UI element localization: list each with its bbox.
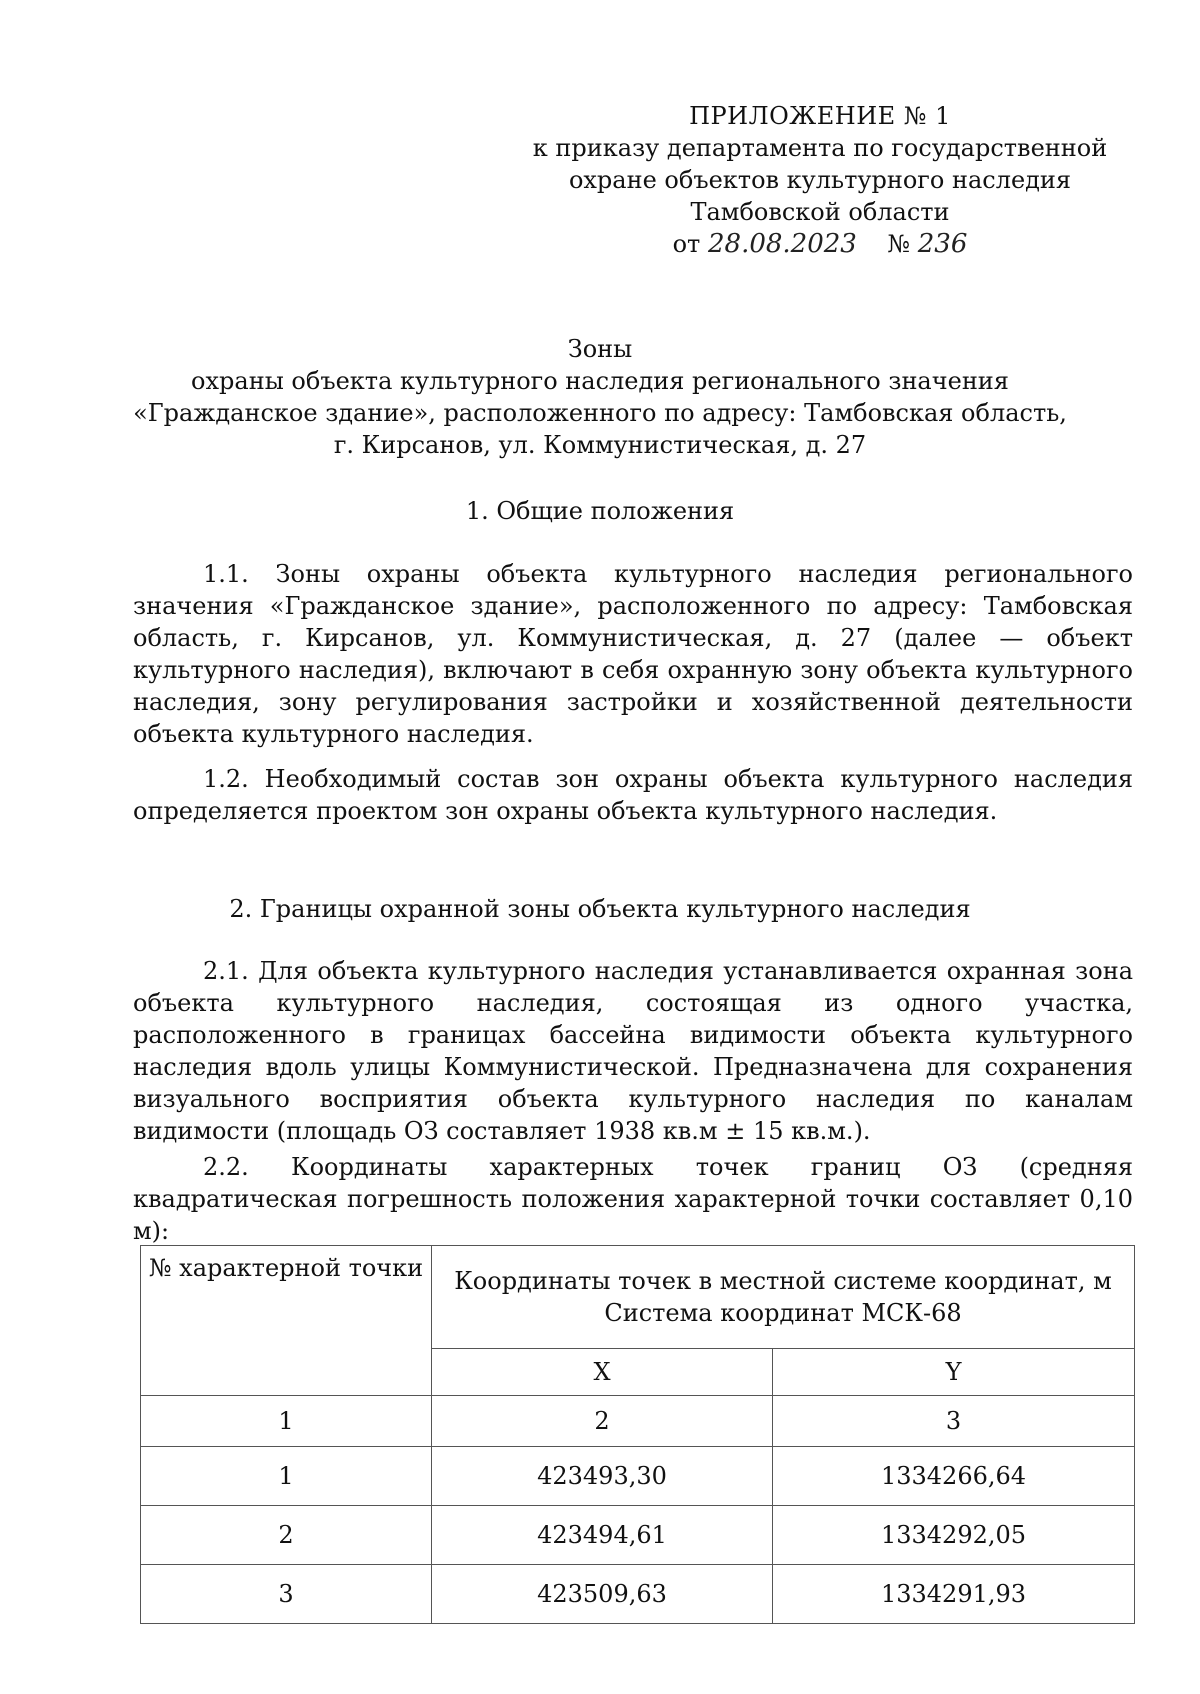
section-2-heading: 2. Границы охранной зоны объекта культурного наследия (229, 895, 971, 923)
point-number: 2 (141, 1506, 432, 1565)
handwritten-date: 28.08.2023 (707, 229, 857, 259)
paragraph-2-1: 2.1. Для объекта культурного наследия устанавливается охранная зона объекта культурного наследия, состоящая из одного участка, расположенного в границах бассейна видимости объекта культурного наследия вдоль улицы Коммунистической. Предназначена для сохранения визуального восприятия объекта культурного наследия по каналам видимости (площадь ОЗ составляет 1938 кв.м ± 15 кв.м.). (133, 957, 1133, 1145)
paragraph-1-1: 1.1. Зоны охраны объекта культурного наследия регионального значения «Гражданское здание», расположенного по адресу: Тамбовская область, г. Кирсанов, ул. Коммунистическая, д. 27 (далее — объект культурного наследия), включают в себя охранную зону объекта культурного наследия, зону регулирования застройки и хозяйственной деятельности объекта культурного наследия. (133, 560, 1133, 748)
document-title (130, 333, 1070, 461)
x-value: 423494,61 (432, 1506, 773, 1565)
date-prefix: от (672, 230, 701, 258)
x-value: 423493,30 (432, 1447, 773, 1506)
y-value: 1334291,93 (773, 1565, 1135, 1624)
table-row (141, 1447, 1135, 1506)
table-row (141, 1565, 1135, 1624)
title-line-4: г. Кирсанов, ул. Коммунистическая, д. 27 (333, 431, 867, 459)
point-number: 3 (141, 1565, 432, 1624)
section-1-heading: 1. Общие положения (465, 497, 735, 525)
column-number-2: 2 (432, 1396, 773, 1447)
column-number-1: 1 (141, 1396, 432, 1447)
column-number-3: 3 (773, 1396, 1135, 1447)
handwritten-number: 236 (917, 229, 968, 259)
coords-header-line-2: Система координат МСК-68 (604, 1299, 962, 1327)
point-number: 1 (141, 1447, 432, 1506)
coords-header (432, 1246, 1135, 1349)
y-header: Y (773, 1349, 1135, 1396)
title-line-2: охраны объекта культурного наследия регионального значения (191, 367, 1009, 395)
x-header: X (432, 1349, 773, 1396)
order-date-line (520, 228, 1120, 260)
appendix-line-3: охране объектов культурного наследия (568, 166, 1072, 194)
paragraph-2-2: 2.2. Координаты характерных точек границ ОЗ (средняя квадратическая погрешность положения характерной точки составляет 0,10 м): (133, 1153, 1133, 1245)
appendix-line-2: к приказу департамента по государственной (532, 134, 1108, 162)
appendix-line-4: Тамбовской области (690, 198, 950, 226)
y-value: 1334266,64 (773, 1447, 1135, 1506)
number-prefix: № (887, 230, 911, 258)
title-line-1: Зоны (567, 335, 633, 363)
y-value: 1334292,05 (773, 1506, 1135, 1565)
col-point-header: № характерной точки (141, 1246, 432, 1396)
coordinates-table (140, 1245, 1135, 1624)
coords-header-line-1: Координаты точек в местной системе координат, м (454, 1267, 1112, 1295)
appendix-title: ПРИЛОЖЕНИЕ № 1 (689, 102, 951, 130)
title-line-3: «Гражданское здание», расположенного по адресу: Тамбовская область, (133, 399, 1067, 427)
x-value: 423509,63 (432, 1565, 773, 1624)
paragraph-1-2: 1.2. Необходимый состав зон охраны объекта культурного наследия определяется проектом зон охраны объекта культурного наследия. (133, 765, 1133, 825)
appendix-header (520, 100, 1120, 260)
table-row (141, 1506, 1135, 1565)
